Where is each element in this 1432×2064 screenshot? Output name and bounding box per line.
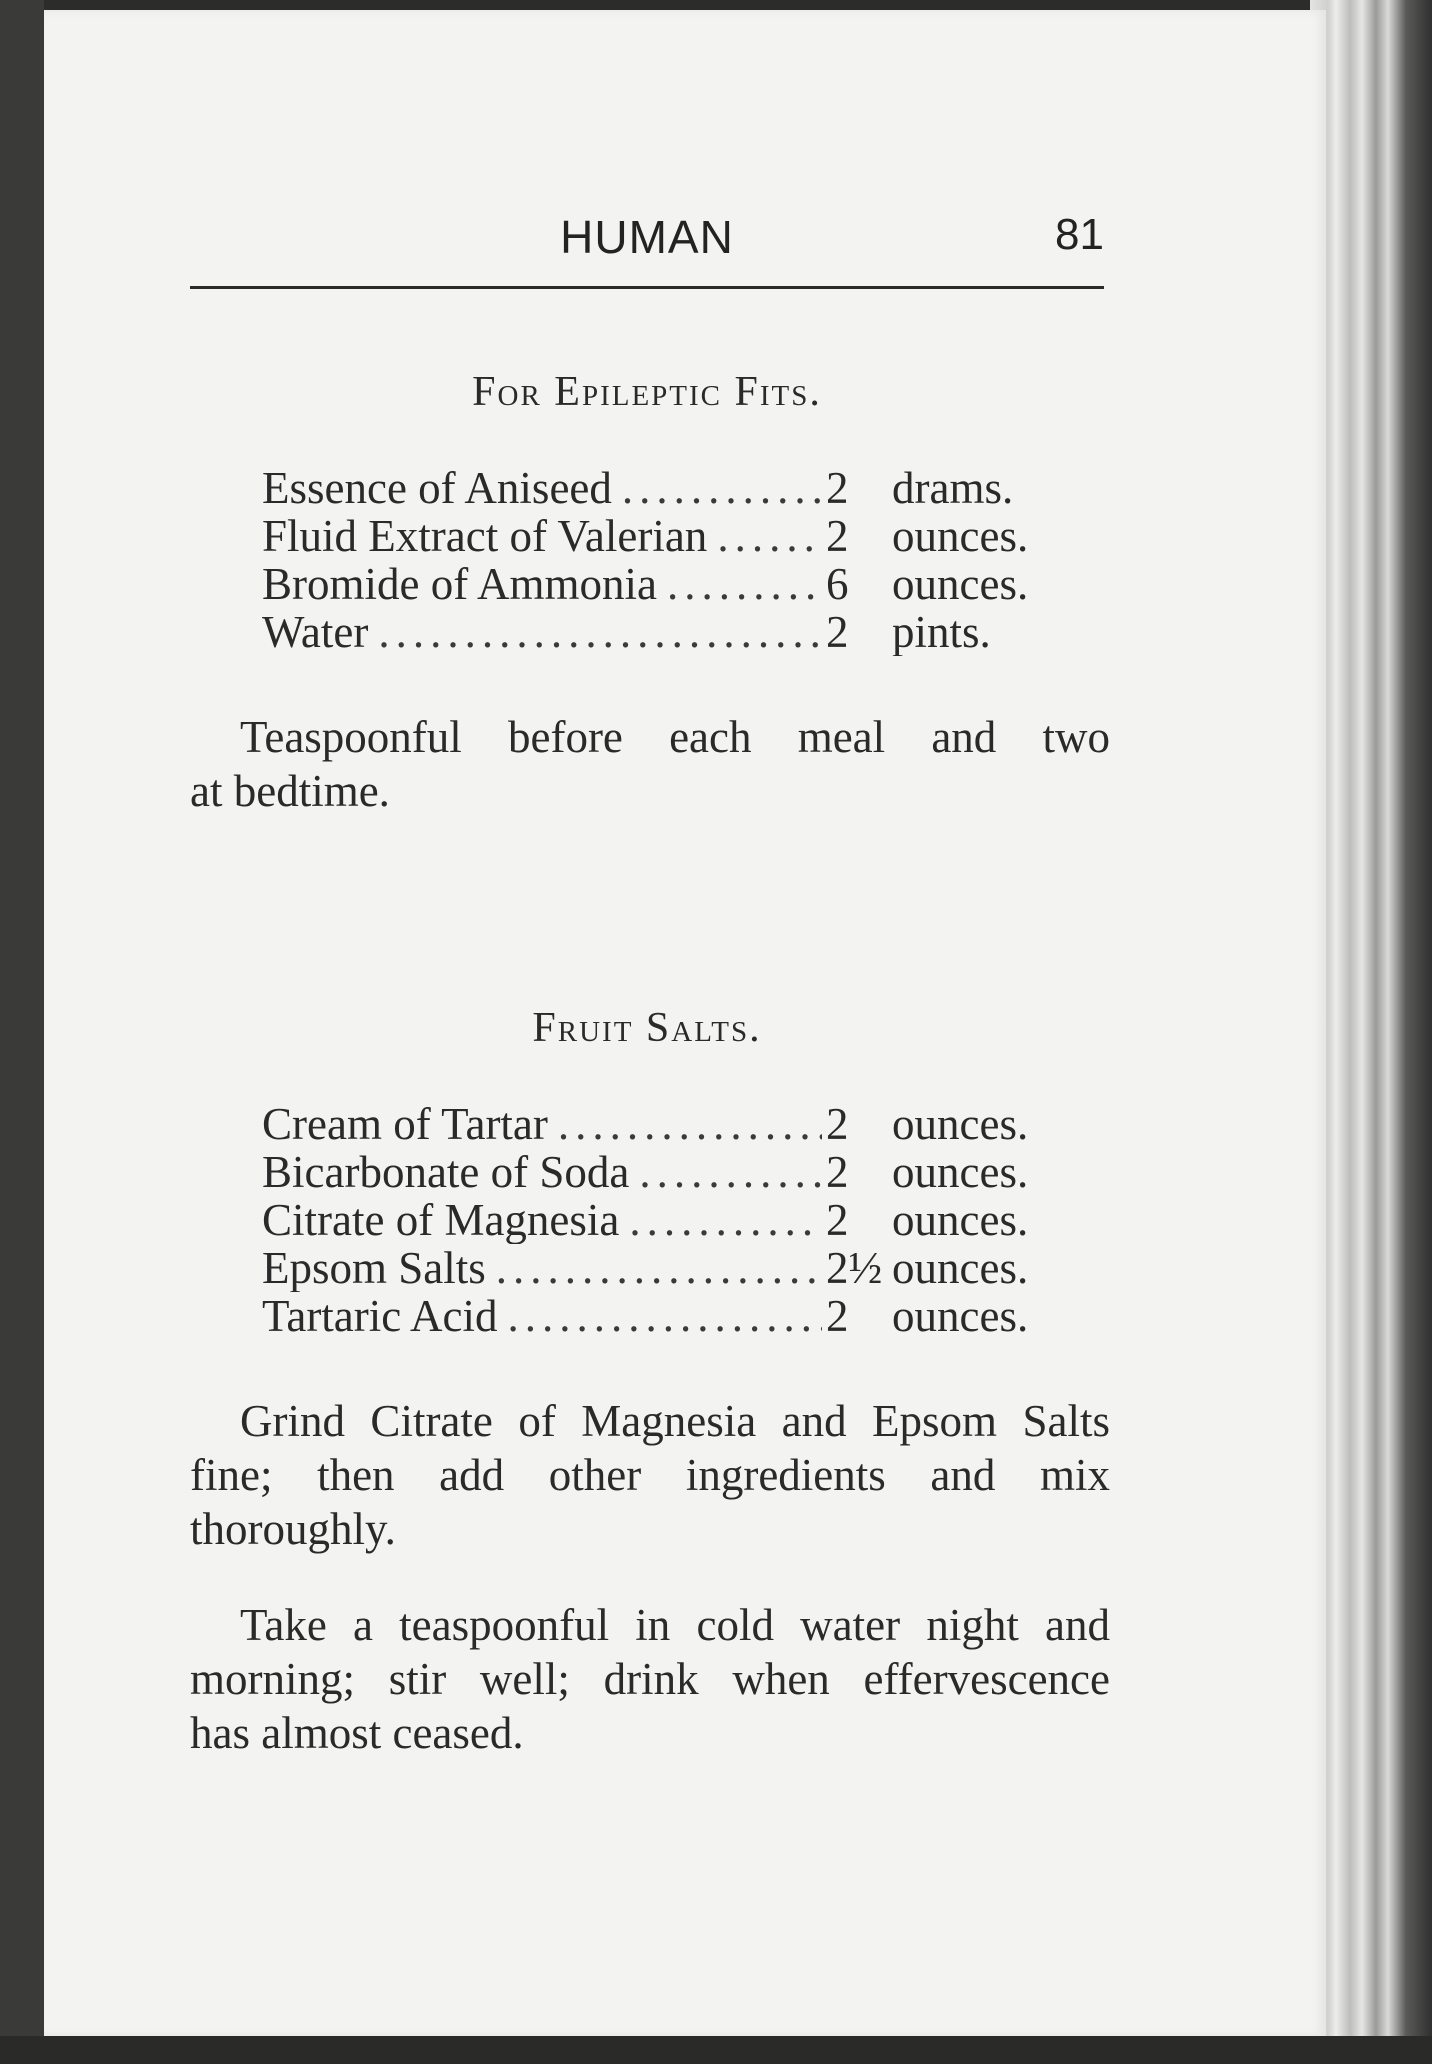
ingredient-row xyxy=(262,1292,1042,1340)
page-number: 81 xyxy=(1055,210,1104,259)
paragraph-line: Take a teaspoonful in cold water night and xyxy=(240,1600,1110,1650)
paragraph-line: has almost ceased. xyxy=(190,1708,524,1758)
ingredient-name: Bicarbonate of Soda xyxy=(262,1148,630,1196)
ingredient-name: Bromide of Ammonia xyxy=(262,560,657,608)
ingredient-quantity: 2 xyxy=(826,1148,849,1196)
header-rule xyxy=(190,286,1104,289)
ingredient-quantity: 2½ xyxy=(826,1244,883,1292)
dot-leader xyxy=(707,512,822,560)
section-title: Fruit Salts. xyxy=(532,1005,762,1051)
ingredient-quantity: 2 xyxy=(826,608,849,656)
ingredient-name: Citrate of Magnesia xyxy=(262,1196,620,1244)
ingredient-row xyxy=(262,512,1042,560)
ingredient-row xyxy=(262,1196,1042,1244)
ingredient-unit: pints. xyxy=(892,608,991,656)
ingredient-unit: ounces. xyxy=(892,1100,1029,1148)
paragraph-line: Grind Citrate of Magnesia and Epsom Salts xyxy=(240,1396,1110,1446)
ingredient-name: Epsom Salts xyxy=(262,1244,486,1292)
paragraph-line: fine; then add other ingredients and mix xyxy=(190,1450,1110,1500)
ingredient-list xyxy=(262,464,1042,656)
ingredient-row xyxy=(262,560,1042,608)
dot-leader xyxy=(497,1292,822,1340)
dot-leader xyxy=(657,560,822,608)
paragraph-line: morning; stir well; drink when effervescence xyxy=(190,1654,1110,1704)
ingredient-quantity: 2 xyxy=(826,1100,849,1148)
ingredient-unit: ounces. xyxy=(892,512,1029,560)
page-stack-edge xyxy=(1310,0,1432,2064)
running-header xyxy=(190,210,1104,290)
ingredient-unit: ounces. xyxy=(892,1244,1029,1292)
ingredient-name: Fluid Extract of Valerian xyxy=(262,512,708,560)
directions-paragraph xyxy=(190,1394,1110,1556)
dot-leader xyxy=(612,464,822,512)
dot-leader xyxy=(619,1196,822,1244)
ingredient-row xyxy=(262,608,1042,656)
directions-paragraph xyxy=(190,710,1110,818)
dot-leader xyxy=(486,1244,822,1292)
running-title: HUMAN xyxy=(560,211,734,263)
bottom-edge xyxy=(0,2036,1432,2064)
ingredient-row xyxy=(262,1148,1042,1196)
directions-paragraph xyxy=(190,1598,1110,1760)
ingredient-row xyxy=(262,1244,1042,1292)
dot-leader xyxy=(548,1100,822,1148)
ingredient-quantity: 2 xyxy=(826,512,849,560)
ingredient-unit: drams. xyxy=(892,464,1014,512)
ingredient-row xyxy=(262,1100,1042,1148)
section-title: For Epileptic Fits. xyxy=(472,369,822,415)
ingredient-list xyxy=(262,1100,1042,1340)
ingredient-row xyxy=(262,464,1042,512)
ingredient-quantity: 6 xyxy=(826,560,849,608)
ingredient-name: Essence of Aniseed xyxy=(262,464,612,512)
ingredient-quantity: 2 xyxy=(826,1292,849,1340)
ingredient-unit: ounces. xyxy=(892,1196,1029,1244)
ingredient-unit: ounces. xyxy=(892,560,1029,608)
ingredient-name: Cream of Tartar xyxy=(262,1100,548,1148)
ingredient-name: Water xyxy=(262,608,369,656)
ingredient-unit: ounces. xyxy=(892,1292,1029,1340)
paragraph-line: Teaspoonful before each meal and two xyxy=(240,712,1110,762)
paragraph-line: thoroughly. xyxy=(190,1504,396,1554)
dot-leader xyxy=(629,1148,822,1196)
dot-leader xyxy=(368,608,822,656)
paragraph-line: at bedtime. xyxy=(190,766,390,816)
ingredient-unit: ounces. xyxy=(892,1148,1029,1196)
book-spine-edge xyxy=(0,0,44,2064)
ingredient-name: Tartaric Acid xyxy=(262,1292,498,1340)
ingredient-quantity: 2 xyxy=(826,1196,849,1244)
ingredient-quantity: 2 xyxy=(826,464,849,512)
